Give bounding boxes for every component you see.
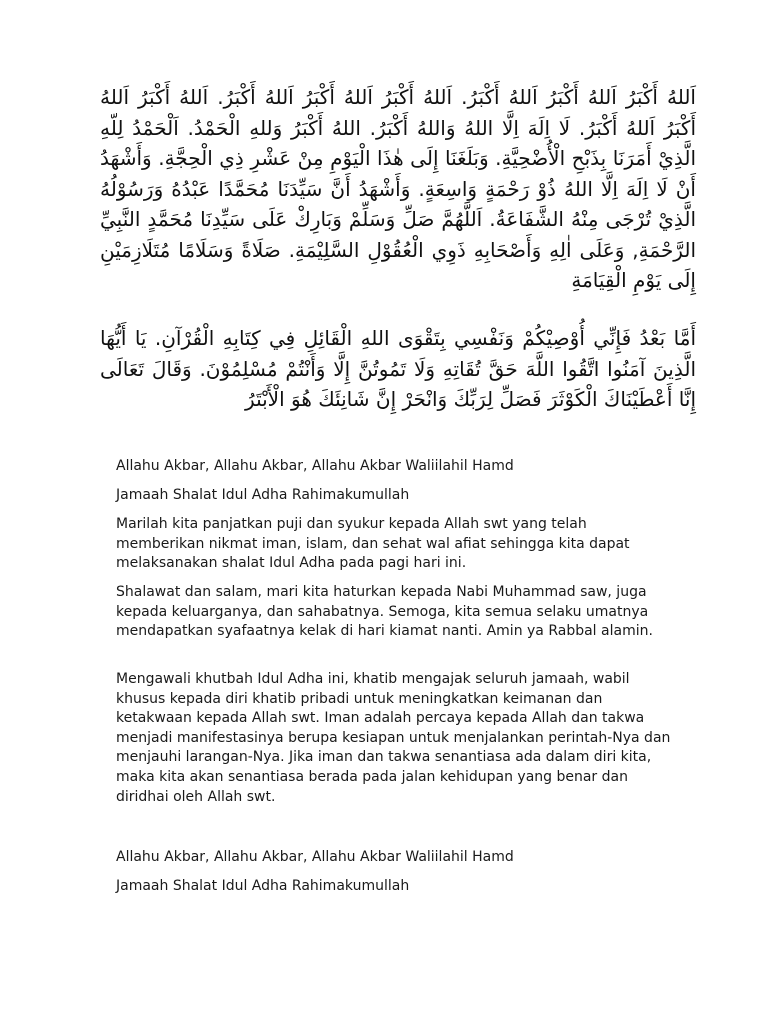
- takbir-line-2: Allahu Akbar, Allahu Akbar, Allahu Akbar Waliilahil Hamd: [116, 849, 514, 865]
- paragraph-1: Marilah kita panjatkan puji dan syukur kepada Allah swt yang telah memberikan nikmat iman, islam, dan sehat wal afiat sehingga kita dapat melaksanakan shalat Idul Adha pada pagi hari ini.: [116, 516, 630, 572]
- arabic-takbir-paragraph: اَللهُ أَكْبَرُ اَللهُ أَكْبَرُ اَللهُ أَكْبَرُ. اَللهُ أَكْبَرُ اَللهُ أَكْبَرُ اَللهُ أَكْبَرُ. اَللهُ أَكْبَرُ اَللهُ أَكْبَرُ اَللهُ أَكْبَرُ. لَا اِلَهَ اِلَّا اللهُ وَاللهُ أَكْبَرُ. اللهُ أَكْبَرُ وَللهِ الْحَمْدُ. اَلْحَمْدُ لِلّهِ الَّذِيْ أَمَرَنَا بِذَبْحِ الْأُضْحِيَّةِ. وَبَلَغَنَا إِلَى هٰذَا الْيَوْمِ مِنْ عَشْرِ ذِي الْحِجَّةِ. وَأَشْهَدُ أَنْ لَا اِلَهَ اِلَّا اللهُ ذُوْ رَحْمَةٍ وَاسِعَةٍ. وَأَشْهَدُ أَنَّ سَيِّدَنَا مُحَمَّدًا عَبْدُهُ وَرَسُوْلُهُ الَّذِيْ تُرْجَى مِنْهُ الشَّفَاعَةُ. اَللَّهُمَّ صَلِّ وَسَلِّمْ وَبَارِكْ عَلَى سَيِّدِنَا مُحَمَّدٍ النَّبِيِّ الرَّحْمَةِ, وَعَلَى اٰلِهِ وَأَصْحَابِهِ ذَوِي الْعُقُوْلِ السَّلِيْمَةِ. صَلَاةً وَسَلَامًا مُتَلَازِمَيْنِ إِلَى يَوْمِ الْقِيَامَةِ: [100, 85, 696, 292]
- jamaah-line-2: Jamaah Shalat Idul Adha Rahimakumullah: [116, 878, 410, 894]
- takbir-line-1: Allahu Akbar, Allahu Akbar, Allahu Akbar Waliilahil Hamd: [116, 458, 514, 474]
- arabic-amma-badu-paragraph: أَمَّا بَعْدُ فَإِنِّي أُوْصِيْكُمْ وَنَفْسِي بِتَقْوَى اللهِ الْقَائِلِ فِي كِتَابِهِ الْقُرْآنِ. يَا أَيُّهَا الَّذِينَ آمَنُوا اتَّقُوا اللَّهَ حَقَّ تُقَاتِهِ وَلَا تَمُوتُنَّ إِلَّا وَأَنْتُمْ مُسْلِمُوْنَ. وَقَالَ تَعَالَى إِنَّا أَعْطَيْنَاكَ الْكَوْثَرَ فَصَلِّ لِرَبِّكَ وَانْحَرْ إِنَّ شَانِئَكَ هُوَ الْأَبْتَرُ: [100, 326, 696, 411]
- paragraph-2: Shalawat dan salam, mari kita haturkan kepada Nabi Muhammad saw, juga kepada keluarganya, dan sahabatnya. Semoga, kita semua selaku umatnya mendapatkan syafaatnya kelak di hari kiamat nanti. Amin ya Rabbal alamin.: [116, 584, 653, 640]
- paragraph-3: Mengawali khutbah Idul Adha ini, khatib mengajak seluruh jamaah, wabil khusus kepada diri khatib pribadi untuk meningkatkan keimanan dan ketakwaan kepada Allah swt. Iman adalah percaya kepada Allah dan takwa menjadi manifestasinya berupa kesiapan untuk menjalankan perintah-Nya dan menjauhi larangan-Nya. Jika iman dan takwa senantiasa ada dalam diri kita, maka kita akan senantiasa berada pada jalan kehidupan yang benar dan diridhai oleh Allah swt.: [116, 671, 671, 805]
- jamaah-line-1: Jamaah Shalat Idul Adha Rahimakumullah: [116, 487, 410, 503]
